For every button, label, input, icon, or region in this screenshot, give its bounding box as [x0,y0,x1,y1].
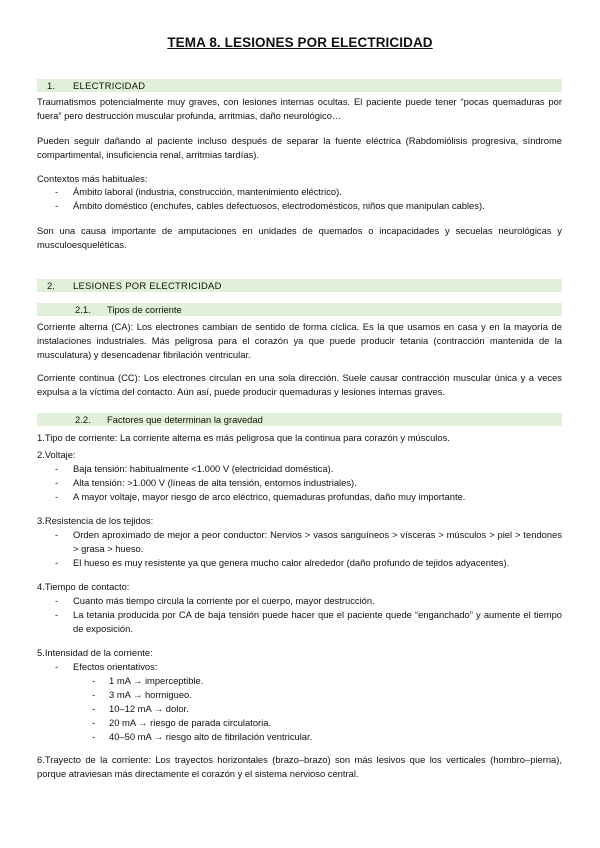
factor-6-paragraph: 6.Trayecto de la corriente: Los trayectos horizontales (brazo–brazo) son más lesivos que los verticales (hombro–pierna), porque atraviesan más directamente el corazón y el sistema nervioso central. [37,754,562,779]
s1-paragraph-2: Pueden seguir dañando al paciente incluso después de separar la fuente eléctrica (Rabdomiólisis progresiva, síndrome compartimental, insuficiencia renal, arritmias tardías). [37,135,562,160]
factor-2-heading: 2.Voltaje: [37,449,76,460]
subsection-2-1-heading [37,303,562,316]
context-item-text: Ámbito laboral (industria, construcción, mantenimiento eléctrico). [73,186,342,197]
bullet-dash: - [55,609,59,620]
subsection-2-1-number: 2.1. [75,304,91,315]
subsection-2-2-number: 2.2. [75,414,91,425]
s1-paragraph-3: Son una causa importante de amputaciones en unidades de quemados o incapacidades y secuelas neurológicas y musculoesqueléticas. [37,225,562,250]
bullet-dash: - [55,186,59,197]
factor-5-heading: 5.Intensidad de la corriente: [37,647,153,658]
intensity-item-text: 1 mA → imperceptible. [109,675,204,686]
resistance-item-text: Orden aproximado de mejor a peor conductor: Nervios > vasos sanguíneos > vísceras > músculos > piel > tendones > grasa > hueso. [73,529,562,554]
bullet-dash: - [92,717,96,728]
subsection-2-2-heading [37,413,562,426]
voltage-item-text: Alta tensión: >1.000 V (líneas de alta tensión, entornos industriales). [73,477,357,488]
section-2-number: 2. [47,280,55,291]
contact-time-item-text: Cuanto más tiempo circula la corriente por el cuerpo, mayor destrucción. [73,595,375,606]
bullet-dash: - [92,689,96,700]
context-item-text: Ámbito doméstico (enchufes, cables defectuosos, electrodomésticos, niños que manipulan cables). [73,200,485,211]
subsection-2-1-label: Tipos de corriente [107,304,182,315]
bullet-dash: - [55,529,59,540]
intensity-item-text: 40–50 mA → riesgo alto de fibrilación ventricular. [109,731,313,742]
alternating-current-paragraph: Corriente alterna (CA): Los electrones cambian de sentido de forma cíclica. Es la que usamos en casa y en la mayoría de instalaciones industriales. Más peligrosa para el corazón ya que puede producir tetania (contracción mantenida de la musculatura) y desencadenar fibrilación ventricular. [37,321,562,360]
page-title: TEMA 8. LESIONES POR ELECTRICIDAD [167,35,433,50]
section-1-label: ELECTRICIDAD [73,80,146,91]
bullet-dash: - [92,731,96,742]
contexts-label: Contextos más habituales: [37,173,148,184]
resistance-item-text: El hueso es muy resistente ya que genera mucho calor alrededor (daño profundo de tejidos adyacentes). [73,557,510,568]
intensity-sub-text: Efectos orientativos: [73,661,158,672]
intensity-item-text: 3 mA → hormigueo. [109,689,192,700]
section-1-number: 1. [47,80,55,91]
subsection-2-2-label: Factores que determinan la gravedad [107,414,263,425]
bullet-dash: - [55,557,59,568]
bullet-dash: - [55,661,59,672]
voltage-item-text: A mayor voltaje, mayor riesgo de arco eléctrico, quemaduras profundas, daño muy importante. [73,491,466,502]
bullet-dash: - [92,703,96,714]
bullet-dash: - [92,675,96,686]
factor-1: 1.Tipo de corriente: La corriente alterna es más peligrosa que la continua para corazón y músculos. [37,432,450,443]
section-1-heading [37,79,562,92]
direct-current-paragraph: Corriente continua (CC): Los electrones circulan en una sola dirección. Suele causar contracción muscular única y a veces expulsa a la víctima del contacto. Aún así, puede producir quemaduras y lesiones internas graves. [37,372,562,397]
contact-time-item-text: La tetania producida por CA de baja tensión puede hacer que el paciente quede “enganchado” y aumente el tiempo de exposición. [73,609,562,634]
section-2-heading [37,279,562,292]
s1-paragraph-1: Traumatismos potencialmente muy graves, con lesiones internas ocultas. El paciente puede tener “pocas quemaduras por fuera” pero destrucción muscular profunda, arritmias, daño neurológico… [37,96,562,121]
bullet-dash: - [55,463,59,474]
factor-4-heading: 4.Tiempo de contacto: [37,581,130,592]
bullet-dash: - [55,491,59,502]
section-2-label: LESIONES POR ELECTRICIDAD [73,280,222,291]
bullet-dash: - [55,477,59,488]
bullet-dash: - [55,595,59,606]
intensity-item-text: 10–12 mA → dolor. [109,703,189,714]
factor-3-heading: 3.Resistencia de los tejidos: [37,515,154,526]
intensity-item-text: 20 mA → riesgo de parada circulatoria. [109,717,272,728]
bullet-dash: - [55,200,59,211]
voltage-item-text: Baja tensión: habitualmente <1.000 V (electricidad doméstica). [73,463,334,474]
